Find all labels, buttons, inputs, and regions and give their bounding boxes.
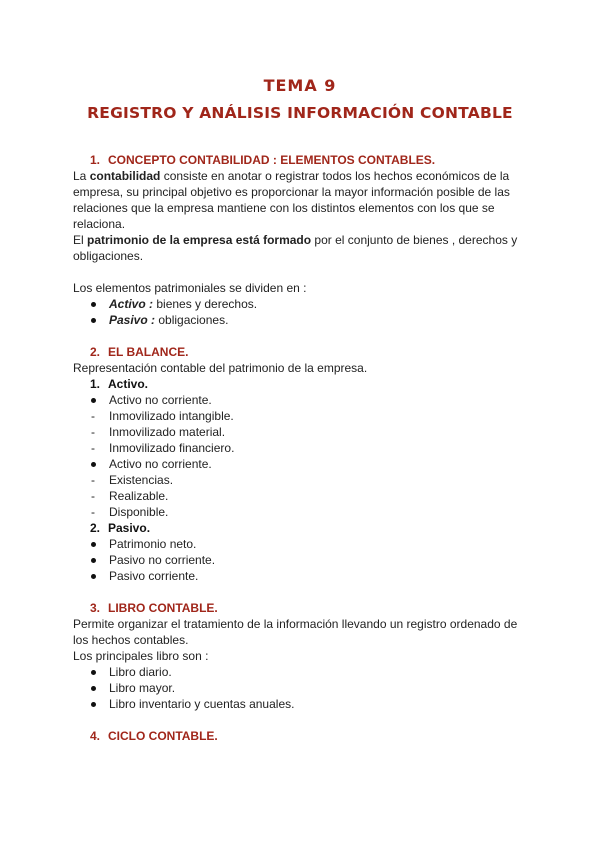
list-item: Pasivo corriente.: [73, 568, 533, 584]
bullet-icon: [91, 574, 96, 579]
list-item: - Disponible.: [91, 505, 169, 519]
activo-subheading: 1. Activo.: [90, 377, 149, 391]
list-item: - Realizable.: [91, 489, 169, 503]
contabilidad-paragraph: La contabilidad consiste en anotar o registrar todos los hechos económicos de la empresa, su principal objetivo es proporcionar la mayor información posible de las relaciones que la empresa mantiene con los distintos elementos con los que se relaciona.: [73, 169, 510, 231]
list-item: Patrimonio neto.: [73, 536, 533, 552]
bullet-icon: [91, 670, 96, 675]
bullet-icon: [91, 462, 96, 467]
document-body: [73, 152, 533, 744]
document-title: TEMA 9: [263, 76, 337, 95]
bullet-icon: [91, 702, 96, 707]
bullet-icon: [91, 398, 96, 403]
dash-icon: -: [91, 409, 95, 423]
dash-icon: -: [91, 473, 95, 487]
patrimonio-paragraph: El patrimonio de la empresa está formado por el conjunto de bienes , derechos y obligaciones.: [73, 233, 518, 263]
list-item: Pasivo no corriente.: [73, 552, 533, 568]
list-item: Pasivo : obligaciones.: [73, 312, 533, 328]
elementos-list: [73, 296, 533, 328]
activo-list: [73, 392, 533, 520]
balance-paragraph: Representación contable del patrimonio de la empresa.: [73, 361, 368, 375]
dash-icon: -: [91, 425, 95, 439]
dash-icon: -: [91, 505, 95, 519]
section-heading-1: 1. CONCEPTO CONTABILIDAD : ELEMENTOS CONTABLES.: [90, 153, 436, 167]
bullet-icon: [91, 542, 96, 547]
pasivo-subheading: 2. Pasivo.: [90, 521, 151, 535]
list-item: - Inmovilizado material.: [91, 425, 226, 439]
list-item: - Inmovilizado intangible.: [91, 409, 234, 423]
libros-intro: Los principales libro son :: [73, 649, 209, 663]
pasivo-list: [73, 536, 533, 584]
list-item: - Existencias.: [91, 473, 174, 487]
section-heading-3: 3. LIBRO CONTABLE.: [90, 601, 218, 615]
bullet-icon: [91, 558, 96, 563]
libro-paragraph: Permite organizar el tratamiento de la información llevando un registro ordenado de los hechos contables.: [73, 617, 518, 647]
section-heading-4: 4. CICLO CONTABLE.: [90, 729, 218, 743]
bullet-icon: [91, 318, 96, 323]
dash-icon: -: [91, 441, 95, 455]
bullet-icon: [91, 686, 96, 691]
libros-list: [73, 664, 533, 712]
document-subtitle: REGISTRO Y ANÁLISIS INFORMACIÓN CONTABLE: [87, 104, 513, 122]
list-item: - Inmovilizado financiero.: [91, 441, 235, 455]
list-item: Activo no corriente.: [73, 456, 533, 472]
list-item: Libro mayor.: [73, 680, 533, 696]
bullet-icon: [91, 302, 96, 307]
list-item: Activo no corriente.: [73, 392, 533, 408]
list-item: Activo : bienes y derechos.: [73, 296, 533, 312]
elementos-paragraph: Los elementos patrimoniales se dividen en :: [73, 281, 307, 295]
list-item: Libro inventario y cuentas anuales.: [73, 696, 533, 712]
section-heading-2: 2. EL BALANCE.: [90, 345, 189, 359]
list-item: Libro diario.: [73, 664, 533, 680]
dash-icon: -: [91, 489, 95, 503]
